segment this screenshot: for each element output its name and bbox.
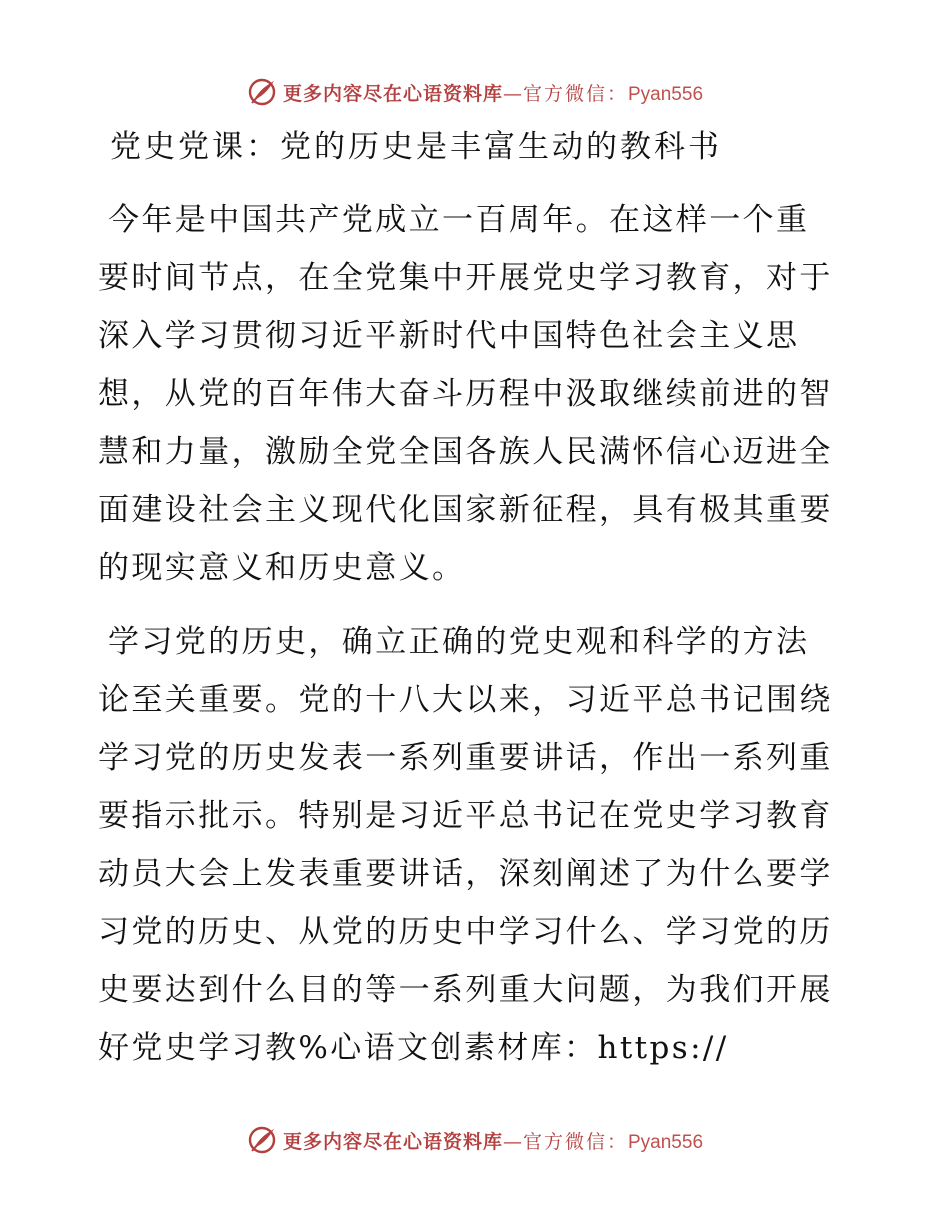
header-banner	[0, 72, 950, 112]
header-banner-dash: —	[502, 82, 523, 105]
paragraph-line: 论至关重要。党的十八大以来，习近平总书记围绕	[98, 682, 833, 718]
paragraph-2	[98, 613, 858, 1077]
paragraph-line: 要时间节点，在全党集中开展党史学习教育，对于	[98, 260, 833, 296]
footer-wechat-label: 官方微信：	[522, 1130, 628, 1153]
footer-banner-text	[283, 1127, 703, 1154]
paragraph-line: 想，从党的百年伟大奋斗历程中汲取继续前进的智	[98, 376, 833, 412]
header-banner-slogan: 更多内容尽在心语资料库	[282, 82, 503, 105]
document-title: 党史党课：党的历史是丰富生动的教科书	[110, 129, 722, 165]
footer-banner	[0, 1120, 950, 1160]
footer-banner-dash: —	[502, 1130, 523, 1153]
paragraph-line: 今年是中国共产党成立一百周年。在这样一个重	[108, 202, 810, 238]
paragraph-line: 学习党的历史发表一系列重要讲话，作出一系列重	[98, 740, 833, 776]
paragraph-line: 动员大会上发表重要讲话，深刻阐述了为什么要学	[98, 856, 833, 892]
footer-wechat-id: Pyan556	[628, 1131, 704, 1153]
footer-banner-slogan: 更多内容尽在心语资料库	[282, 1130, 503, 1153]
feather-pen-logo-icon	[247, 77, 277, 107]
paragraph-line: 要指示批示。特别是习近平总书记在党史学习教育	[98, 798, 833, 834]
paragraph-line: 史要达到什么目的等一系列重大问题，为我们开展	[98, 972, 833, 1008]
paragraph-line: 的现实意义和历史意义。	[98, 550, 466, 586]
paragraph-line: 学习党的历史，确立正确的党史观和科学的方法	[108, 624, 810, 660]
paragraph-line: 好党史学习教%心语文创素材库：https://	[98, 1030, 729, 1066]
header-wechat-label: 官方微信：	[522, 82, 628, 105]
paragraph-line: 深入学习贯彻习近平新时代中国特色社会主义思	[98, 318, 800, 354]
paragraph-line: 习党的历史、从党的历史中学习什么、学习党的历	[98, 914, 833, 950]
paragraph-line: 面建设社会主义现代化国家新征程，具有极其重要	[98, 492, 833, 528]
paragraph-line: 慧和力量，激励全党全国各族人民满怀信心迈进全	[98, 434, 833, 470]
paragraph-1	[98, 191, 858, 597]
header-banner-text	[283, 79, 703, 106]
header-wechat-id: Pyan556	[628, 83, 704, 105]
feather-pen-logo-icon	[247, 1125, 277, 1155]
